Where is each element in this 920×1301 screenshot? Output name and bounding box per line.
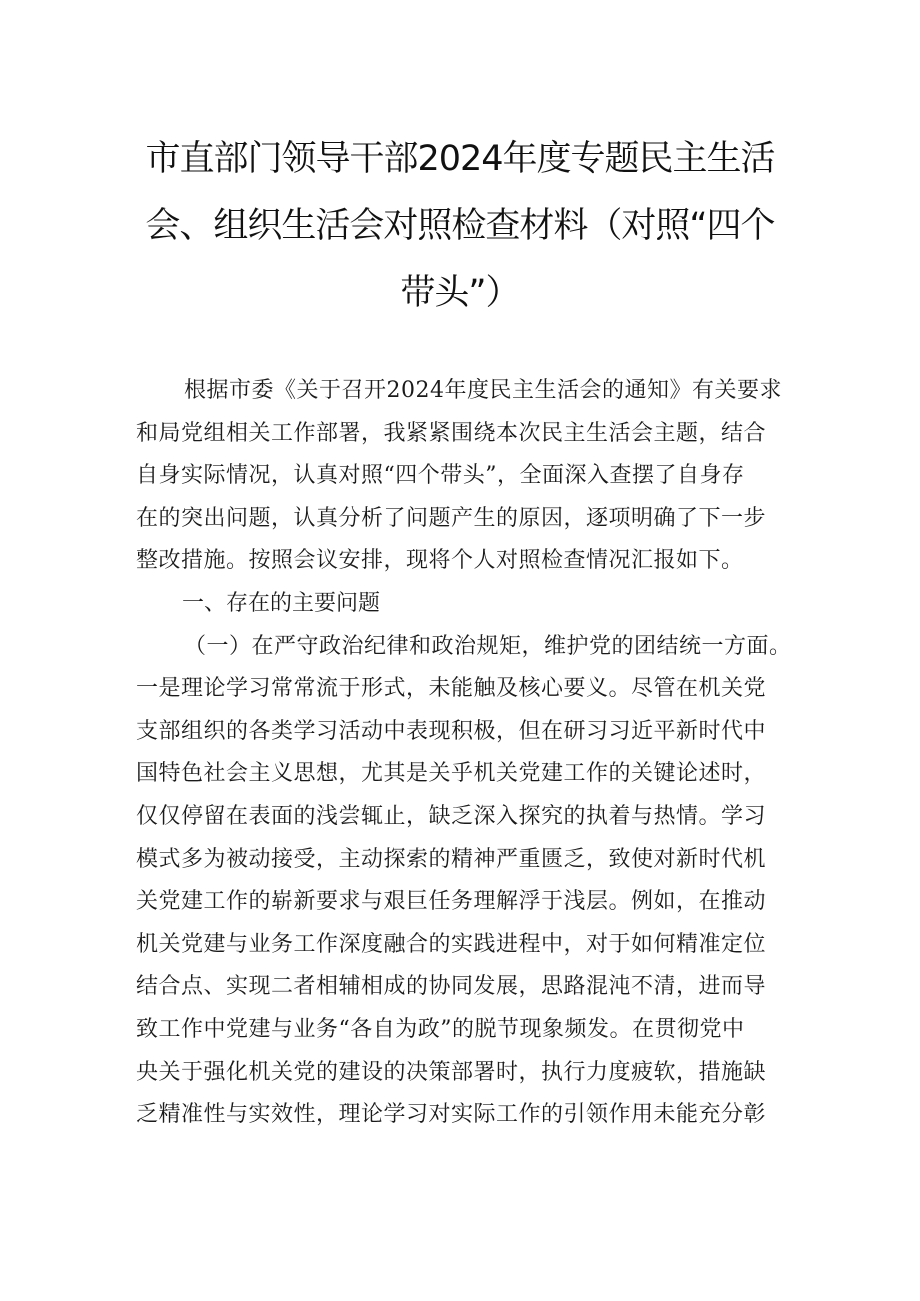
body-line: 央关于强化机关党的建设的决策部署时，执行力度疲软，措施缺 [136, 1059, 767, 1085]
body-line: 仅仅停留在表面的浅尝辄止，缺乏深入探究的执着与热情。学习 [136, 803, 767, 829]
body-line: 乏精准性与实效性，理论学习对实际工作的引领作用未能充分彰 [136, 1102, 767, 1128]
body-line: 支部组织的各类学习活动中表现积极，但在研习习近平新时代中 [136, 718, 767, 744]
body-line: 关党建工作的崭新要求与艰巨任务理解浮于浅层。例如，在推动 [136, 889, 767, 915]
body-line: 在的突出问题，认真分析了问题产生的原因，逐项明确了下一步 [136, 505, 767, 531]
body-line: 国特色社会主义思想，尤其是关乎机关党建工作的关键论述时， [136, 761, 767, 787]
body-line: 和局党组相关工作部署，我紧紧围绕本次民主生活会主题，结合 [136, 420, 767, 446]
body-line: 模式多为被动接受，主动探索的精神严重匮乏，致使对新时代机 [136, 846, 767, 872]
body-line: 根据市委《关于召开2024年度民主生活会的通知》有关要求 [184, 378, 782, 403]
document-title [140, 126, 780, 327]
body-line: 机关党建与业务工作深度融合的实践进程中，对于如何精准定位 [136, 931, 767, 957]
title-line: 带头”） [400, 273, 520, 313]
section-heading: 一、存在的主要问题 [182, 590, 381, 616]
title-line: 市直部门领导干部2024年度专题民主生活 [145, 139, 775, 179]
document-body [136, 370, 796, 1137]
body-line: 一是理论学习常常流于形式，未能触及核心要义。尽管在机关党 [136, 676, 767, 702]
body-line: （一）在严守政治纪律和政治规矩，维护党的团结统一方面。 [184, 633, 792, 659]
body-line: 自身实际情况，认真对照“四个带头”，全面深入查摆了自身存 [136, 463, 745, 489]
title-line: 会、组织生活会对照检查材料（对照“四个 [145, 206, 775, 246]
body-line: 致工作中党建与业务“各自为政”的脱节现象频发。在贯彻党中 [136, 1016, 745, 1042]
body-line: 整改措施。按照会议安排，现将个人对照检查情况汇报如下。 [136, 548, 744, 574]
body-line: 结合点、实现二者相辅相成的协同发展，思路混沌不清，进而导 [136, 974, 767, 1000]
